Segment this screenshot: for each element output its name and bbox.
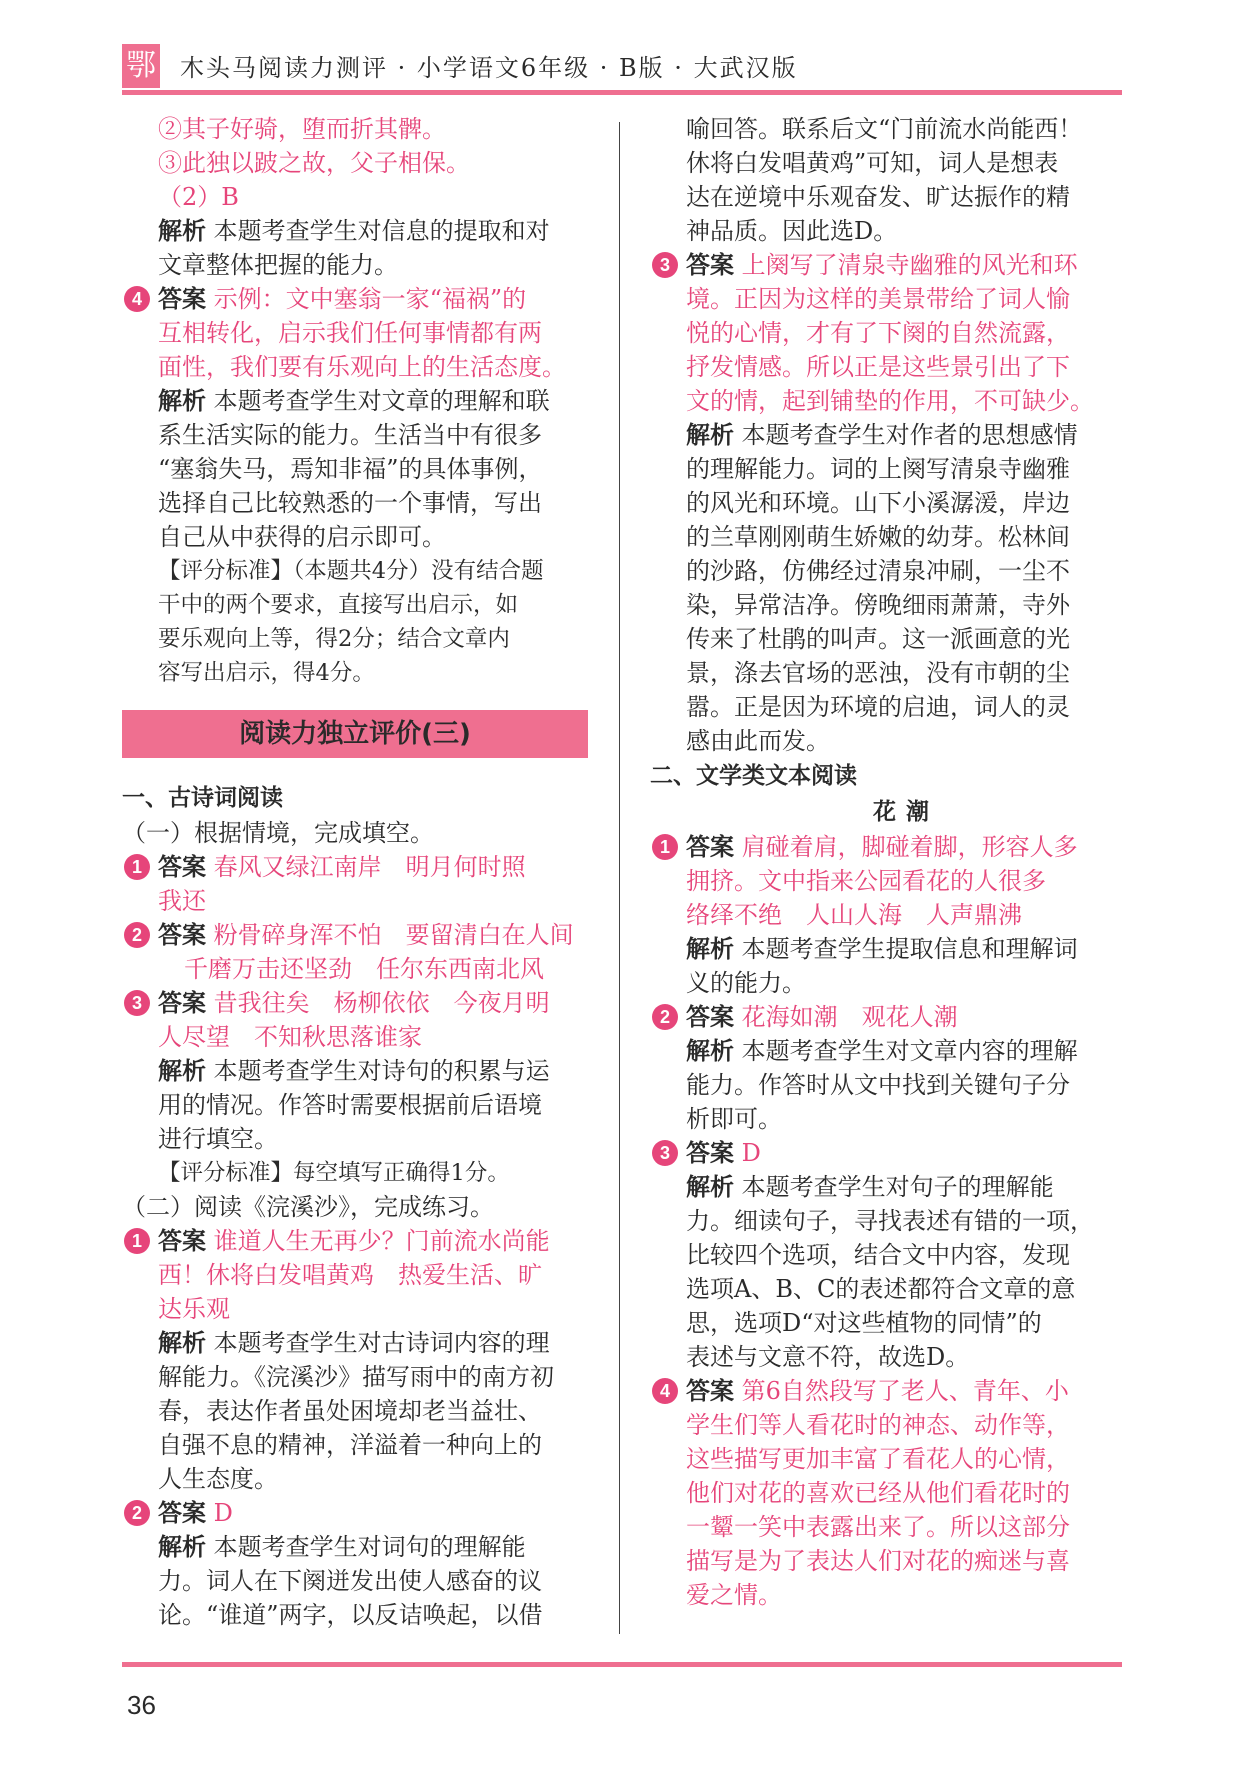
answer-line: 一颦一笑中表露出来了。所以这部分 [686, 1513, 1070, 1541]
province-badge: 鄂 [122, 44, 160, 88]
answer-line: 拥挤。文中指来公园看花的人很多 [686, 867, 1046, 895]
analysis-label: 解析 [686, 1036, 734, 1065]
analysis-line: 选择自己比较熟悉的一个事情，写出 [158, 489, 542, 517]
analysis-line: 解析 本题考查学生对信息的提取和对 [158, 216, 550, 245]
analysis-line: 析即可。 [686, 1105, 782, 1133]
question-3-answer: 3 答案 上阕写了清泉寺幽雅的风光和环 [652, 248, 1122, 282]
analysis-label: 解析 [158, 1056, 206, 1085]
question-2-answer: 2 答案 D [124, 1496, 592, 1530]
analysis-line: 神品质。因此选D。 [686, 217, 898, 245]
question-number: 2 [652, 1004, 678, 1030]
answer-line: （2）B [158, 183, 239, 211]
analysis-line: 自强不息的精神，洋溢着一种向上的 [158, 1431, 542, 1459]
page-number: 36 [127, 1690, 156, 1720]
answer-line: 西！休将白发唱黄鸡 热爱生活、旷 [158, 1261, 542, 1289]
analysis-label: 解析 [158, 386, 206, 415]
question-1-answer: 1 答案 谁道人生无再少？门前流水尚能 [124, 1224, 592, 1258]
section-heading: 二、文学类文本阅读 [650, 763, 857, 789]
answer-line: 我还 [158, 887, 206, 915]
analysis-line: 解析 本题考查学生提取信息和理解词 [686, 934, 1078, 963]
analysis-line: 系生活实际的能力。生活当中有很多 [158, 421, 542, 449]
header-rule [122, 90, 1122, 95]
analysis-line: 解析 本题考查学生对作者的思想感情 [686, 420, 1078, 449]
answer-label: 答案 [158, 1226, 206, 1255]
question-number: 3 [124, 990, 150, 1016]
answer-line: ②其子好骑，堕而折其髀。 [158, 115, 446, 143]
answer-line: 学生们等人看花时的神态、动作等， [686, 1411, 1070, 1439]
scoring-line: 【评分标准】每空填写正确得1分。 [158, 1160, 510, 1186]
question-1-answer: 1 答案 春风又绿江南岸 明月何时照 [124, 850, 592, 884]
analysis-line: 论。“谁道”两字，以反诘唤起，以借 [158, 1601, 543, 1629]
analysis-label: 解析 [158, 1532, 206, 1561]
answer-label: 答案 [158, 988, 206, 1017]
answer-line: 描写是为了表达人们对花的痴迷与喜 [686, 1547, 1070, 1575]
analysis-line: 的风光和环境。山下小溪潺湲，岸边 [686, 489, 1070, 517]
answer-line: 抒发情感。所以正是这些景引出了下 [686, 353, 1070, 381]
answer-line: 人尽望 不知秋思落谁家 [158, 1023, 422, 1051]
right-column [650, 112, 1122, 1612]
question-number: 3 [652, 1140, 678, 1166]
answer-line: 达乐观 [158, 1295, 230, 1323]
analysis-line: 春，表达作者虽处困境却老当益壮、 [158, 1397, 542, 1425]
analysis-label: 解析 [158, 1328, 206, 1357]
answer-label: 答案 [158, 1498, 206, 1527]
section-banner: 阅读力独立评价(三) [122, 710, 588, 758]
question-4-answer: 4 答案 示例：文中塞翁一家“福祸”的 [124, 282, 592, 316]
question-number: 2 [124, 1500, 150, 1526]
answer-label: 答案 [686, 832, 734, 861]
analysis-line: 解析 本题考查学生对词句的理解能 [158, 1532, 526, 1561]
answer-label: 答案 [686, 1002, 734, 1031]
scoring-line: 干中的两个要求，直接写出启示，如 [158, 592, 519, 618]
analysis-label: 解析 [158, 216, 206, 245]
answer-line: 千磨万击还坚劲 任尔东西南北风 [184, 955, 544, 983]
analysis-line: 义的能力。 [686, 969, 806, 997]
running-header: 木头马阅读力测评 · 小学语文6年级 · B版 · 大武汉版 [180, 54, 798, 82]
answer-label: 答案 [686, 1138, 734, 1167]
analysis-label: 解析 [686, 420, 734, 449]
scoring-line: 要乐观向上等，得2分；结合文章内 [158, 626, 510, 652]
question-2-answer: 2 答案 花海如潮 观花人潮 [652, 1000, 1122, 1034]
question-number: 4 [652, 1378, 678, 1404]
column-divider [619, 122, 620, 1634]
analysis-line: 解析 本题考查学生对句子的理解能 [686, 1172, 1054, 1201]
analysis-line: 景，涤去官场的恶浊，没有市朝的尘 [686, 659, 1070, 687]
footer-rule [122, 1662, 1122, 1667]
analysis-line: 解析 本题考查学生对文章的理解和联 [158, 386, 550, 415]
analysis-line: 文章整体把握的能力。 [158, 251, 398, 279]
analysis-line: 的沙路，仿佛经过清泉冲刷，一尘不 [686, 557, 1070, 585]
analysis-line: 自己从中获得的启示即可。 [158, 523, 446, 551]
question-3-answer: 3 答案 D [652, 1136, 1122, 1170]
analysis-line: 思，选项D“对这些植物的同情”的 [686, 1309, 1042, 1337]
answer-line: 爱之情。 [686, 1581, 782, 1609]
analysis-line: 比较四个选项，结合文中内容，发现 [686, 1241, 1070, 1269]
answer-line: 面性，我们要有乐观向上的生活态度。 [158, 353, 566, 381]
analysis-line: 传来了杜鹃的叫声。这一派画意的光 [686, 625, 1070, 653]
analysis-line: 感由此而发。 [686, 727, 830, 755]
question-number: 1 [652, 834, 678, 860]
analysis-line: 达在逆境中乐观奋发、旷达振作的精 [686, 183, 1070, 211]
question-4-answer: 4 答案 第6自然段写了老人、青年、小 [652, 1374, 1122, 1408]
analysis-line: 喻回答。联系后文“门前流水尚能西！ [686, 115, 1083, 143]
answer-label: 答案 [686, 1376, 734, 1405]
question-number: 4 [124, 286, 150, 312]
question-2-answer: 2 答案 粉骨碎身浑不怕 要留清白在人间 [124, 918, 592, 952]
analysis-line: 解析 本题考查学生对诗句的积累与运 [158, 1056, 550, 1085]
analysis-line: 能力。作答时从文中找到关键句子分 [686, 1071, 1070, 1099]
answer-line: 悦的心情，才有了下阕的自然流露， [686, 319, 1070, 347]
subsection-heading: （一）根据情境，完成填空。 [122, 819, 434, 847]
analysis-label: 解析 [686, 1172, 734, 1201]
answer-line: 这些描写更加丰富了看花人的心情， [686, 1445, 1070, 1473]
answer-label: 答案 [158, 852, 206, 881]
analysis-label: 解析 [686, 934, 734, 963]
analysis-line: 嚣。正是因为环境的启迪，词人的灵 [686, 693, 1070, 721]
question-number: 1 [124, 1228, 150, 1254]
question-3-answer: 3 答案 昔我往矣 杨柳依依 今夜月明 [124, 986, 592, 1020]
answer-label: 答案 [158, 920, 206, 949]
subsection-heading: （二）阅读《浣溪沙》，完成练习。 [122, 1193, 494, 1221]
analysis-line: 休将白发唱黄鸡”可知，词人是想表 [686, 149, 1059, 177]
analysis-line: 进行填空。 [158, 1125, 278, 1153]
analysis-line: 解能力。《浣溪沙》描写雨中的南方初 [158, 1363, 554, 1391]
scoring-line: 【评分标准】（本题共4分）没有结合题 [158, 558, 544, 584]
analysis-line: 选项A、B、C的表述都符合文章的意 [686, 1275, 1076, 1303]
answer-line: 互相转化，启示我们任何事情都有两 [158, 319, 542, 347]
scoring-line: 容写出启示，得4分。 [158, 660, 375, 686]
analysis-line: 解析 本题考查学生对文章内容的理解 [686, 1036, 1078, 1065]
analysis-line: 的理解能力。词的上阕写清泉寺幽雅 [686, 455, 1070, 483]
answer-line: ③此独以跛之故，父子相保。 [158, 149, 470, 177]
analysis-line: 力。词人在下阕迸发出使人感奋的议 [158, 1567, 542, 1595]
analysis-line: 的兰草刚刚萌生娇嫩的幼芽。松林间 [686, 523, 1070, 551]
analysis-line: “塞翁失马，焉知非福”的具体事例， [158, 455, 543, 483]
question-number: 3 [652, 252, 678, 278]
left-column [122, 112, 592, 1632]
analysis-line: 人生态度。 [158, 1465, 278, 1493]
answer-label: 答案 [158, 284, 206, 313]
answer-label: 答案 [686, 250, 734, 279]
question-number: 2 [124, 922, 150, 948]
answer-line: 他们对花的喜欢已经从他们看花时的 [686, 1479, 1070, 1507]
analysis-line: 解析 本题考查学生对古诗词内容的理 [158, 1328, 550, 1357]
answer-line: 络绎不绝 人山人海 人声鼎沸 [686, 901, 1022, 929]
question-number: 1 [124, 854, 150, 880]
analysis-line: 力。细读句子，寻找表述有错的一项， [686, 1207, 1094, 1235]
answer-line: 境。正因为这样的美景带给了词人愉 [686, 285, 1070, 313]
passage-title: 花潮 [873, 799, 939, 825]
question-1-answer: 1 答案 肩碰着肩，脚碰着脚，形容人多 [652, 830, 1122, 864]
answer-line: 文的情，起到铺垫的作用，不可缺少。 [686, 387, 1094, 415]
analysis-line: 用的情况。作答时需要根据前后语境 [158, 1091, 542, 1119]
analysis-line: 表述与文意不符，故选D。 [686, 1343, 970, 1371]
analysis-line: 染，异常洁净。傍晚细雨萧萧，寺外 [686, 591, 1070, 619]
section-heading: 一、古诗词阅读 [122, 785, 283, 811]
